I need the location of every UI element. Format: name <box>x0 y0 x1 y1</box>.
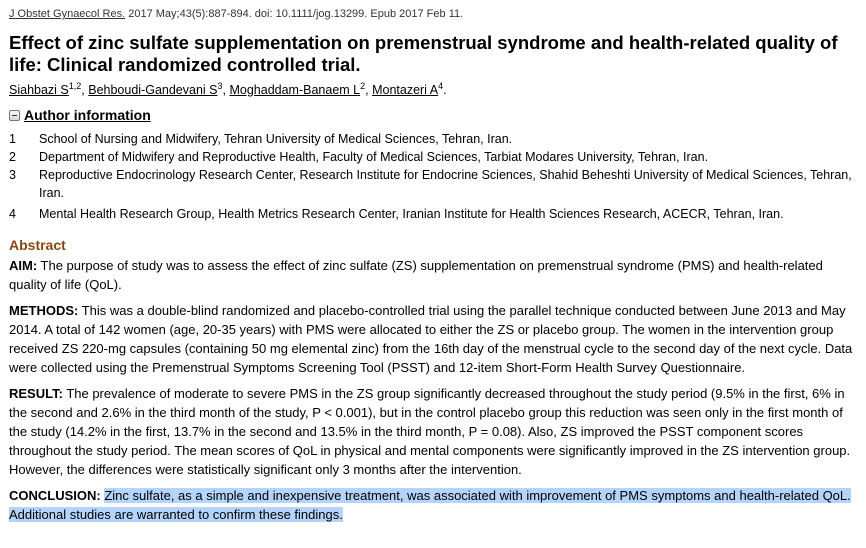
conclusion-label: CONCLUSION: <box>9 488 101 503</box>
affiliation-item <box>9 130 859 148</box>
result-text: The prevalence of moderate to severe PMS in the ZS group significantly decreased throughout the study period (9.5% in the first, 6% in the second and 2.6% in the third month of the study, P < 0.001), but in the control placebo group this reduction was seen only in the first month of the study (14.2% in the first, 13.7% in the second and 13.5% in the third month, P = 0.08). Also, ZS improved the PSST component scores throughout the study period. The mean scores of QoL in physical and mental components were significantly improved in the ZS intervention group. However, the differences were statistically significant only 3 months after the intervention. <box>9 386 851 477</box>
article-title: Effect of zinc sulfate supplementation on premenstrual syndrome and health-related quality of life: Clinical randomized controlled trial. <box>9 32 838 75</box>
aim-label: AIM: <box>9 258 38 273</box>
author-list <box>9 81 447 97</box>
author-affiliation-sup: 4 <box>438 81 444 91</box>
author-affiliation-sup: 1,2 <box>68 81 82 91</box>
result-label: RESULT: <box>9 386 63 401</box>
collapse-minus-icon[interactable] <box>9 110 20 121</box>
citation-line <box>9 8 463 20</box>
affiliation-item <box>9 148 859 166</box>
affiliation-text: Reproductive Endocrinology Research Center, Research Institute for Endocrine Sciences, Shahid Beheshti University of Medical Sciences, Tehran, Iran. <box>39 168 852 200</box>
author-separator: , <box>81 83 89 98</box>
author-separator: , <box>222 83 230 98</box>
affiliation-number: 3 <box>9 168 16 182</box>
conclusion-text-selected[interactable]: Zinc sulfate, as a simple and inexpensive treatment, was associated with improvement of PMS symptoms and health-related QoL. Additional studies are warranted to confirm these findings. <box>9 488 851 522</box>
author-separator: . <box>443 83 447 98</box>
author-link[interactable]: Siahbazi S <box>9 83 69 98</box>
abstract-conclusion <box>9 486 859 524</box>
affiliation-number: 2 <box>9 150 16 164</box>
methods-text: This was a double-blind randomized and placebo-controlled trial using the parallel technique conducted between June 2013 and May 2014. A total of 142 women (age, 20-35 years) with PMS were allocated to either the ZS or placebo group. The women in the intervention group received ZS 220-mg capsules (containing 50 mg elemental zinc) from the 16th day of the menstrual cycle to the second day of the next cycle. Data were collected using the Premenstrual Symptoms Screening Tool (PSST) and 12-item Short-Form Health Survey Questionnaire. <box>9 303 853 375</box>
author-information-label[interactable]: Author information <box>24 107 151 123</box>
abstract-body <box>9 256 859 531</box>
methods-label: METHODS: <box>9 303 79 318</box>
author-link[interactable]: Moghaddam-Banaem L <box>229 83 361 98</box>
author-affiliation-sup: 2 <box>360 81 366 91</box>
affiliation-text: Department of Midwifery and Reproductive Health, Faculty of Medical Sciences, Tarbiat Modares University, Tehran, Iran. <box>39 150 709 164</box>
author-affiliation-sup: 3 <box>217 81 223 91</box>
affiliation-list <box>9 130 859 223</box>
author-link[interactable]: Behboudi-Gandevani S <box>88 83 218 98</box>
affiliation-number: 1 <box>9 132 16 146</box>
author-information-toggle[interactable] <box>9 107 151 123</box>
affiliation-number: 4 <box>9 207 16 221</box>
affiliation-item <box>9 166 859 202</box>
aim-text: The purpose of study was to assess the effect of zinc sulfate (ZS) supplementation on premenstrual syndrome (PMS) and health-related quality of life (QoL). <box>9 258 823 292</box>
abstract-result <box>9 384 859 479</box>
affiliation-item <box>9 205 859 223</box>
citation-details: 2017 May;43(5):887-894. doi: 10.1111/jog.13299. Epub 2017 Feb 11. <box>125 8 464 20</box>
abstract-methods <box>9 301 859 377</box>
author-link[interactable]: Montazeri A <box>372 83 439 98</box>
journal-link[interactable]: J Obstet Gynaecol Res. <box>9 8 126 20</box>
abstract-heading: Abstract <box>9 237 66 253</box>
abstract-aim <box>9 256 859 294</box>
affiliation-text: Mental Health Research Group, Health Metrics Research Center, Iranian Institute for Health Sciences Research, ACECR, Tehran, Iran. <box>39 207 784 221</box>
affiliation-text: School of Nursing and Midwifery, Tehran University of Medical Sciences, Tehran, Iran. <box>39 132 513 146</box>
author-separator: , <box>365 83 373 98</box>
